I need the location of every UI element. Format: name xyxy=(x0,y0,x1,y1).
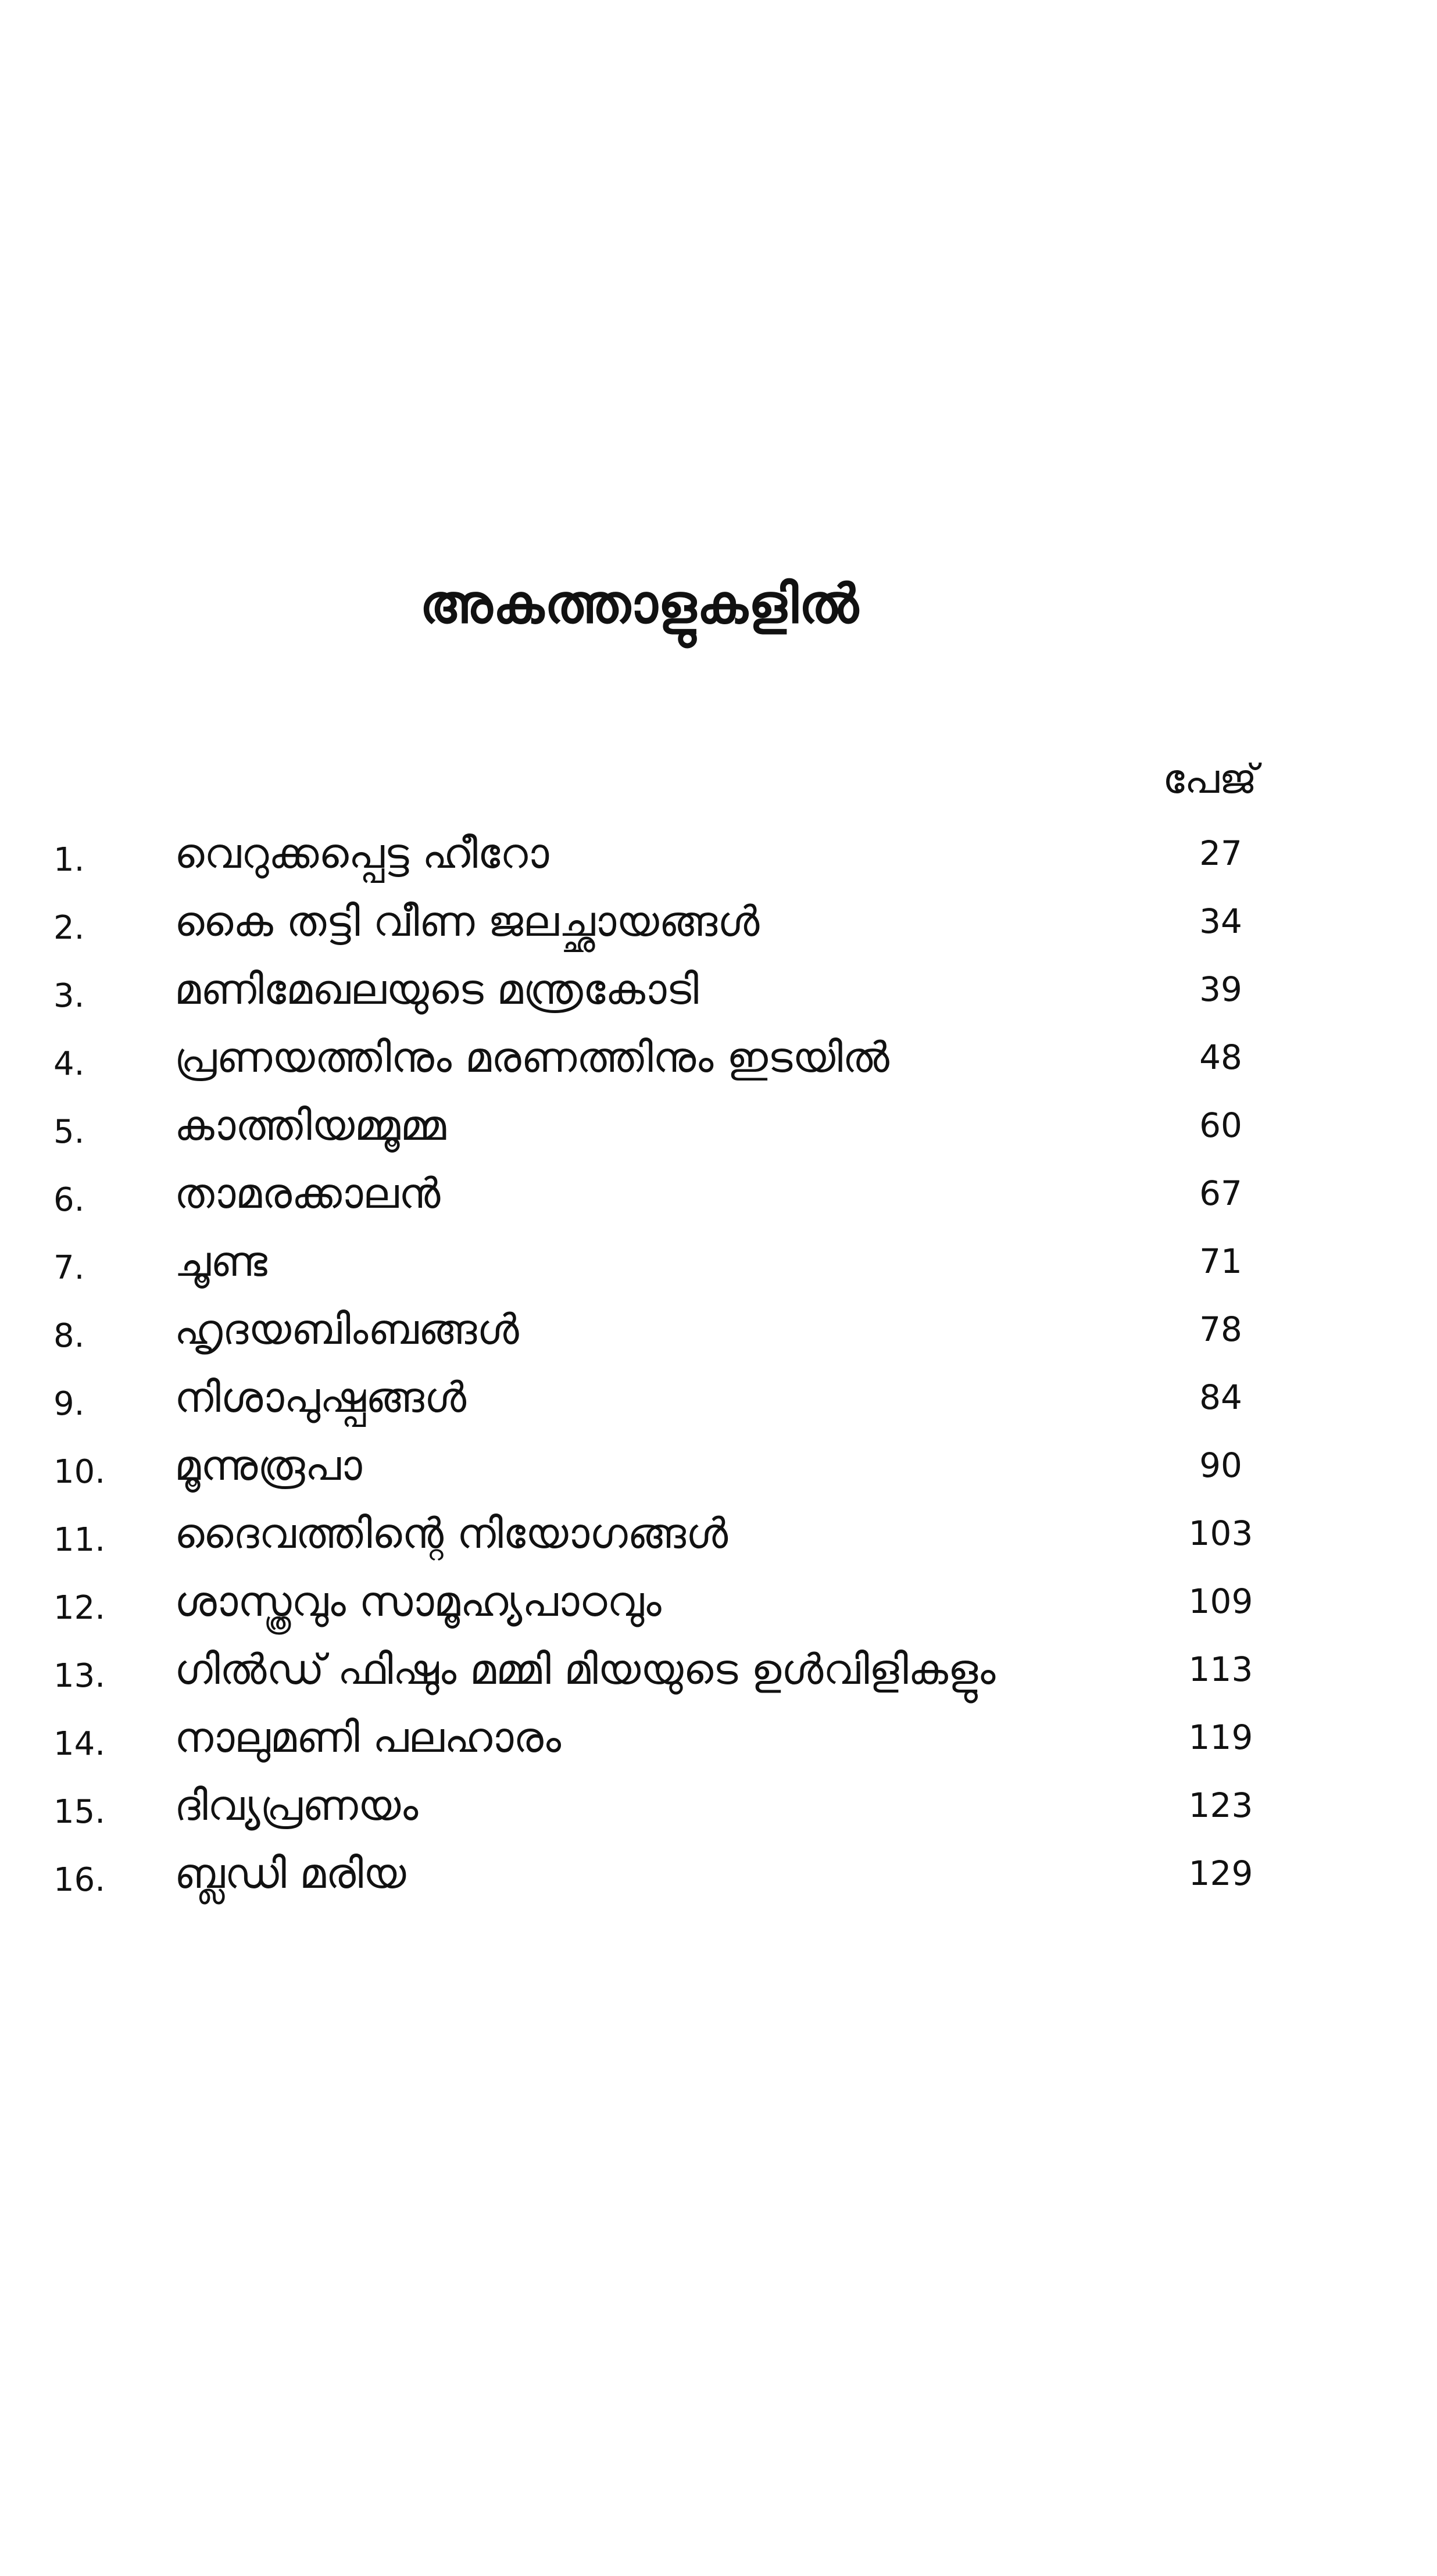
page-title: അകത്താളുകളിൽ xyxy=(420,573,859,635)
toc-entry xyxy=(0,1568,1437,1636)
toc-entry-page: 103 xyxy=(1188,1514,1253,1553)
table-of-contents xyxy=(0,820,1437,1908)
toc-entry-page: 113 xyxy=(1188,1650,1253,1689)
toc-entry-number: 12. xyxy=(53,1589,106,1627)
toc-entry-title: ശാസ്ത്രവും സാമൂഹ്യപാഠവും xyxy=(174,1577,662,1626)
toc-entry-number: 16. xyxy=(53,1861,106,1899)
page-column-label: പേജ് xyxy=(1163,755,1257,803)
toc-entry-number: 9. xyxy=(53,1385,85,1423)
toc-entry-number: 1. xyxy=(53,841,85,879)
toc-entry xyxy=(0,956,1437,1024)
toc-entry-page: 27 xyxy=(1199,833,1242,873)
toc-entry xyxy=(0,1840,1437,1908)
toc-entry-title: കൈ തട്ടി വീണ ജലച്ഛായങ്ങൾ xyxy=(174,897,760,946)
toc-entry xyxy=(0,1092,1437,1160)
toc-entry-title: വെറുക്കപ്പെട്ട ഹീറോ xyxy=(174,829,549,878)
toc-entry-title: ദിവ്യപ്രണയം xyxy=(174,1781,419,1830)
toc-entry-number: 3. xyxy=(53,977,85,1015)
toc-entry-number: 14. xyxy=(53,1725,106,1763)
toc-entry-number: 15. xyxy=(53,1793,106,1831)
toc-entry xyxy=(0,1704,1437,1772)
toc-entry-title: പ്രണയത്തിനും മരണത്തിനും ഇടയിൽ xyxy=(174,1033,889,1082)
toc-entry-title: കാത്തിയമ്മൂമ്മ xyxy=(174,1101,446,1150)
toc-entry-page: 123 xyxy=(1188,1786,1253,1825)
toc-entry-title: നാലുമണി പലഹാരം xyxy=(174,1713,561,1762)
toc-entry-page: 39 xyxy=(1199,969,1242,1009)
toc-entry-page: 60 xyxy=(1199,1105,1242,1145)
toc-entry-number: 13. xyxy=(53,1657,106,1695)
toc-entry-page: 71 xyxy=(1199,1242,1242,1281)
toc-entry-number: 7. xyxy=(53,1249,85,1287)
toc-entry-title: ബ്ലഡി മരിയ xyxy=(174,1849,406,1898)
toc-entry xyxy=(0,1636,1437,1704)
toc-entry xyxy=(0,1160,1437,1228)
toc-entry-title: ഹൃദയബിംബങ്ങൾ xyxy=(174,1305,519,1354)
toc-entry xyxy=(0,1772,1437,1840)
toc-entry-number: 6. xyxy=(53,1181,85,1219)
toc-entry-page: 90 xyxy=(1199,1446,1242,1485)
toc-entry-number: 8. xyxy=(53,1317,85,1355)
toc-entry xyxy=(0,888,1437,956)
toc-entry-page: 34 xyxy=(1199,901,1242,941)
toc-entry-title: മണിമേഖലയുടെ മന്ത്രകോടി xyxy=(174,965,699,1014)
toc-entry xyxy=(0,1500,1437,1568)
toc-entry-page: 119 xyxy=(1188,1718,1253,1757)
toc-entry-number: 2. xyxy=(53,909,85,947)
toc-entry-title: ദൈവത്തിന്റെ നിയോഗങ്ങൾ xyxy=(174,1509,728,1558)
toc-entry-title: നിശാപുഷ്പങ്ങൾ xyxy=(174,1373,466,1422)
toc-entry-title: ചൂണ്ട xyxy=(174,1237,267,1286)
toc-entry-number: 10. xyxy=(53,1453,106,1491)
toc-entry-title: ഗിൽഡ് ഫിഷും മമ്മി മിയയുടെ ഉൾവിളികളും xyxy=(174,1645,996,1694)
toc-entry-number: 11. xyxy=(53,1521,106,1559)
toc-entry-page: 67 xyxy=(1199,1173,1242,1213)
toc-entry-title: മൂന്നുരൂപാ xyxy=(174,1441,362,1490)
toc-entry-number: 5. xyxy=(53,1113,85,1151)
toc-entry xyxy=(0,1432,1437,1500)
toc-entry-page: 129 xyxy=(1188,1854,1253,1893)
toc-entry-page: 84 xyxy=(1199,1378,1242,1417)
toc-entry-title: താമരക്കാലൻ xyxy=(174,1169,441,1218)
toc-entry-page: 109 xyxy=(1188,1582,1253,1621)
toc-entry xyxy=(0,1228,1437,1296)
toc-entry xyxy=(0,1364,1437,1432)
toc-entry-page: 78 xyxy=(1199,1310,1242,1349)
toc-entry xyxy=(0,1024,1437,1092)
toc-entry-page: 48 xyxy=(1199,1037,1242,1077)
toc-entry-number: 4. xyxy=(53,1045,85,1083)
toc-entry xyxy=(0,1296,1437,1364)
toc-entry xyxy=(0,820,1437,888)
